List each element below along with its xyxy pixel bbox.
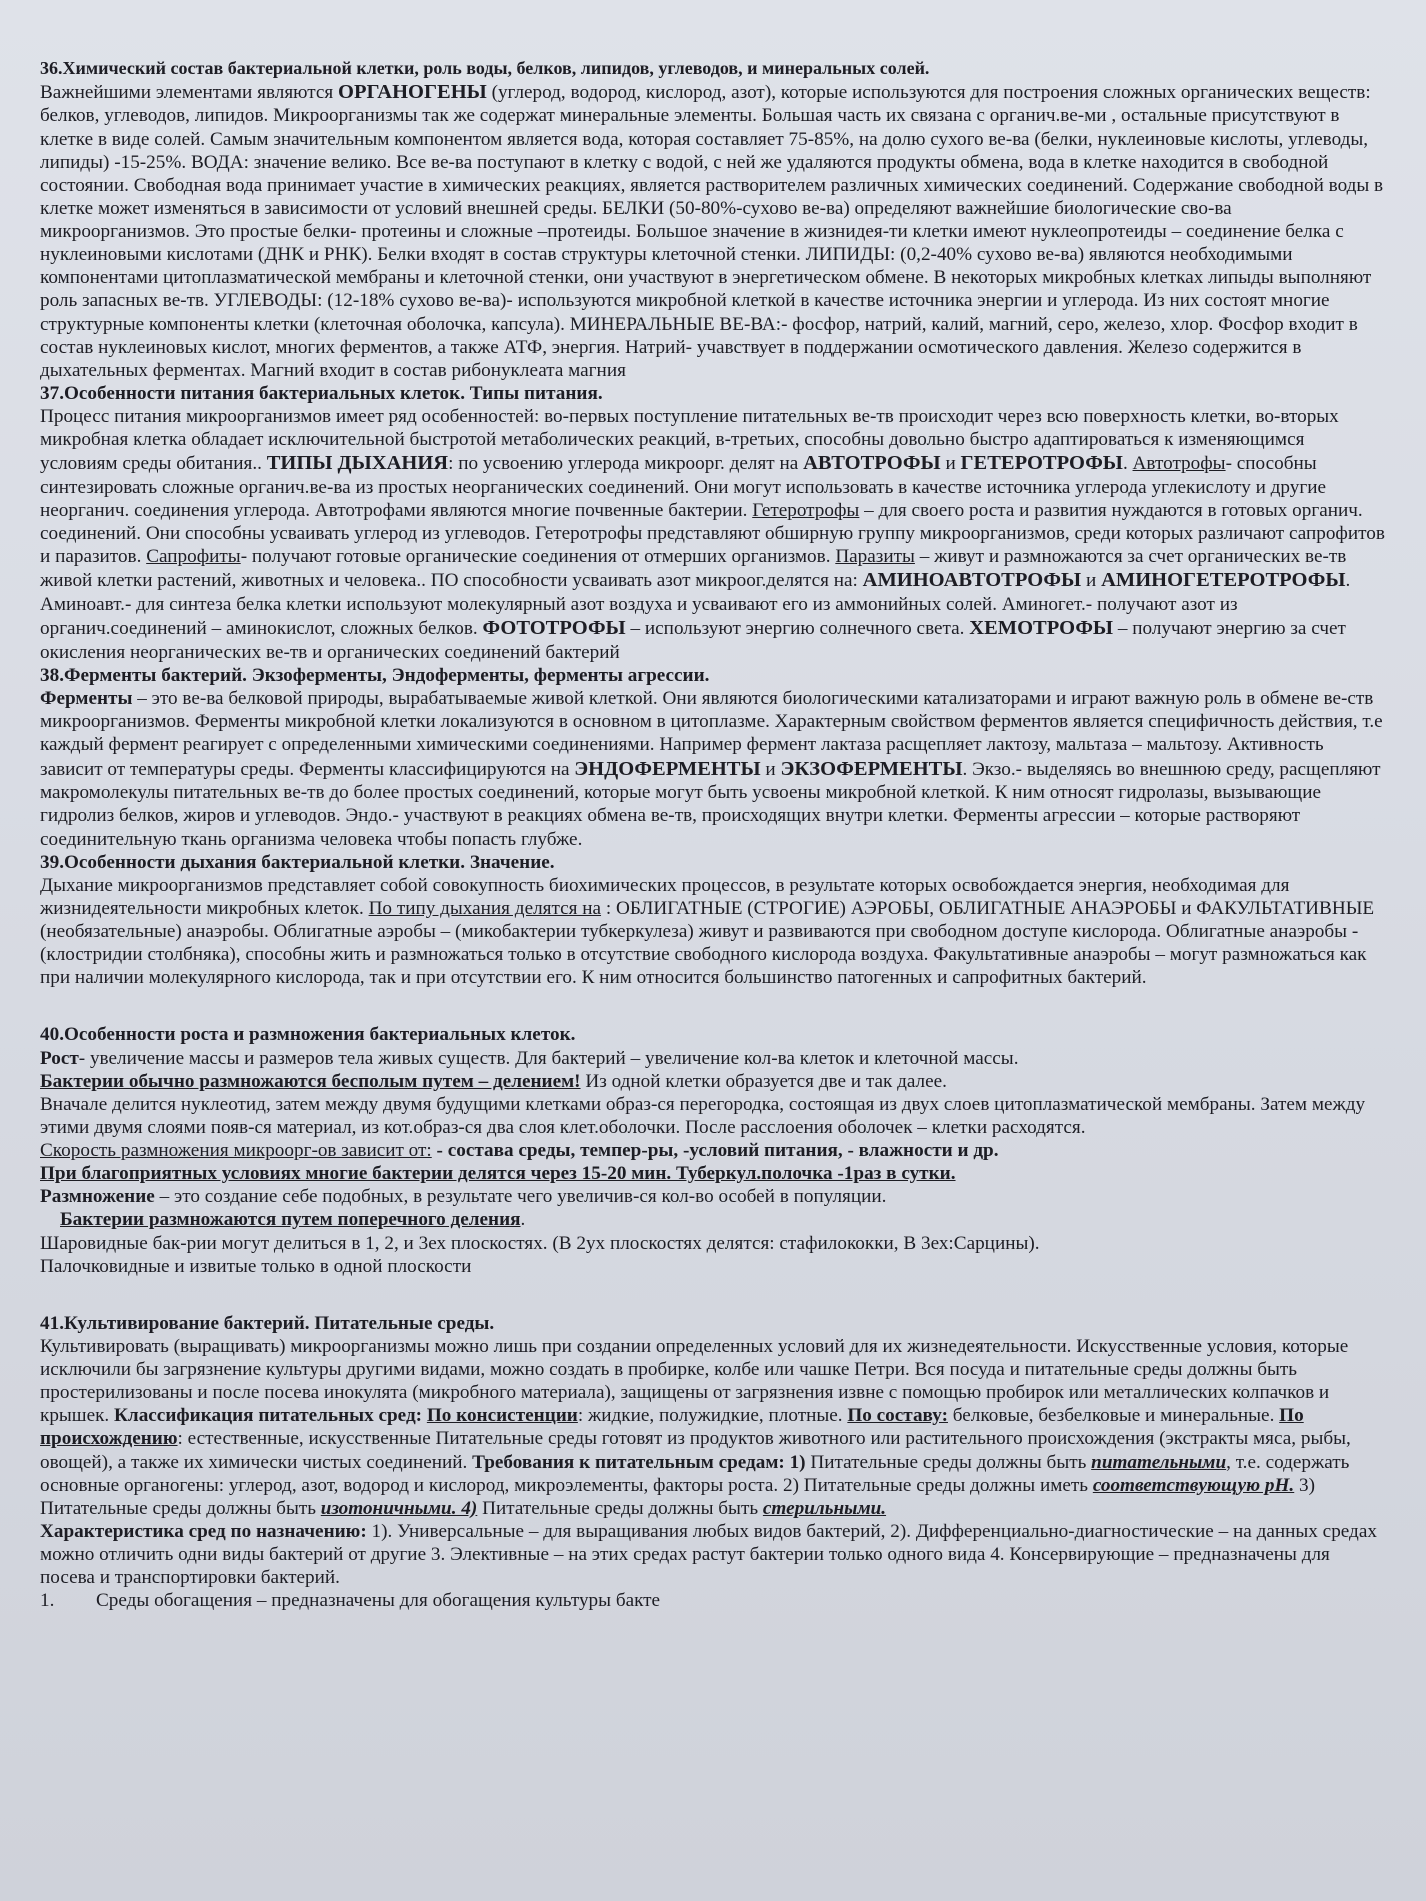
paragraph: Бактерии обычно размножаются бесполым путем – делением! Из одной клетки образуется две и так далее. bbox=[40, 1070, 947, 1092]
section-title: 36.Химический состав бактериальной клетки, роль воды, белков, липидов, углеводов, и минеральных солей. bbox=[40, 58, 930, 78]
paragraph: Рост- увеличение массы и размеров тела живых существ. Для бактерий – увеличение кол-ва клеток и клеточной массы. bbox=[40, 1047, 1019, 1069]
section-37 bbox=[40, 382, 1386, 664]
section-38 bbox=[40, 664, 1386, 851]
paragraph: Палочковидные и извитые только в одной плоскости bbox=[40, 1255, 472, 1277]
paragraph: Размножение – это создание себе подобных, в результате чего увеличив-ся кол-во особей в популяции. bbox=[40, 1186, 887, 1208]
paragraph: Скорость размножения микроорг-ов зависит от: - состава среды, темпер-ры, -условий питания, - влажности и др. bbox=[40, 1140, 999, 1161]
section-body: Важнейшими элементами являются ОРГАНОГЕНЫ (углерод, водород, кислород, азот), которые используются для построения сложных органических веществ: белков, углеводов, липидов. Микроорганизмы так же содержат минеральные элементы. Большая часть их связана с органич.ве-ми , остальные присутствуют в клетке в виде солей. Самым значительным компонентом является вода, которая составляет 75-85%, на долю сухого ве-ва (белки, нуклеиновые кислоты, углеводы, липиды) -15-25%. ВОДА: значение велико. Все ве-ва поступают в клетку с водой, с ней же удаляются продукты обмена, вода в клетке находится в свободной состоянии. Свободная вода принимает участие в химических реакциях, является растворителем различных химических соединений. Содержание свободной воды в клетке может изменяться в зависимости от условий внешней среды. БЕЛКИ (50-80%-сухово ве-ва) определяют важнейшие биологические сво-ва микроорганизмов. Это простые белки- протеины и сложные –протеиды. Большое значение в жизнидея-ти клетки имеют нуклеопротеиды – соединение белка с нуклеиновыми кислотами (ДНК и РНК). Белки входят в состав структуры клеточной стенки. ЛИПИДЫ: (0,2-40% сухово ве-ва) являются необходимыми компонентами цитоплазматической мембраны и клеточной стенки, они участвуют в энергетическом обмене. В некоторых микробных клетках липыды выполняют роль запасных ве-тв. УГЛЕВОДЫ: (12-18% сухово ве-ва)- используются микробной клеткой в качестве источника энергии и углерода. Из них состоят многие структурные компоненты клетки (клеточная оболочка, капсула). МИНЕРАЛЬНЫЕ ВЕ-ВА:- фосфор, натрий, калий, магний, серо, железо, хлор. Фосфор входит в состав нуклеиновых кислот, многих ферментов, а также АТФ, энергия. Натрий- учавствует в поддержании осмотического давления. Железо содержится в дыхательных ферментах. Магний входит в состав рибонуклеата магния bbox=[40, 80, 1384, 381]
paragraph: Бактерии размножаются путем поперечного деления. bbox=[60, 1209, 526, 1231]
section-40 bbox=[40, 1023, 1386, 1277]
section-title: 41.Культивирование бактерий. Питательные среды. bbox=[40, 1312, 495, 1334]
paragraph: При благоприятных условиях многие бактерии делятся через 15-20 мин. Туберкул.полочка -1раз в сутки. bbox=[40, 1163, 956, 1185]
section-title: 37.Особенности питания бактериальных клеток. Типы питания. bbox=[40, 382, 603, 404]
section-title: 39.Особенности дыхания бактериальной клетки. Значение. bbox=[40, 851, 555, 873]
section-body: Дыхание микроорганизмов представляет собой совокупность биохимических процессов, в результате которых освобождается энергия, необходимая для жизнидеятельности микробных клеток. По типу дыхания делятся на : ОБЛИГАТНЫЕ (СТРОГИЕ) АЭРОБЫ, ОБЛИГАТНЫЕ АНАЭРОБЫ и ФАКУЛЬТАТИВНЫЕ (необязательные) анаэробы. Облигатные аэробы – (микобактерии тубкеркулеза) живут и развиваются при свободном доступе кислорода. Облигатные анаэробы - (клостридии столбняка), способны жить и размножаться только в отсутствие свободного кислорода воздуха. Факультативные анаэробы – могут размножаться как при наличии молекулярного кислорода, так и при отсутствии его. К ним относится большинство патогенных и сапрофитных бактерий. bbox=[40, 874, 1375, 989]
paragraph: Вначале делится нуклеотид, затем между двумя будущими клетками образ-ся перегородка, состоящая из двух слоев цитоплазматической мембраны. Затем между этими двумя слоями появ-ся материал, из кот.образ-ся два слоя клет.оболочки. После расслоения оболочек – клетки расходятся. bbox=[40, 1093, 1366, 1138]
paragraph: Шаровидные бак-рии могут делиться в 1, 2, и 3ех плоскостях. (В 2ух плоскостях делятся: стафилококки, В 3ех:Сарцины). bbox=[40, 1232, 1040, 1254]
section-41 bbox=[40, 1312, 1386, 1613]
paragraph: Характеристика сред по назначению: 1). Универсальные – для выращивания любых видов бактерий, 2). Дифференциально-диагностические – на данных средах можно отличить одни виды бактерий от другие 3. Элективные – на этих средах растут бактерии только одного вида 4. Консервирующие – предназначены для посева и транспортировки бактерий. bbox=[40, 1520, 1377, 1589]
list-item: 1. Среды обогащения – предназначены для обогащения культуры бакте bbox=[40, 1590, 661, 1612]
section-body: Культивировать (выращивать) микроорганизмы можно лишь при создании определенных условий для их жизнедеятельности. Искусственные условия, которые исключили бы загрязнение культуры другими видами, можно создать в пробирке, колбе или чашке Петри. Вся посуда и питательные среды должны быть простерилизованы и после посева инокулята (микробного материала), защищены от загрязнения извне с помощью пробирок или металлических колпачков и крышек. Классификация питательных сред: По консистенции: жидкие, полужидкие, плотные. По составу: белковые, безбелковые и минеральные. По происхождению: естественные, искусственные Питательные среды готовят из продуктов животного или растительного происхождения (экстракты мяса, рыбы, овощей), а также их химически чистых соединений. Требования к питательным средам: 1) Питательные среды должны быть питательными, т.е. содержать основные органогены: углерод, азот, водород и кислород, микроэлементы, факторы роста. 2) Питательные среды должны иметь соответствующую pH. 3) Питательные среды должны быть изотоничными. 4) Питательные среды должны быть стерильными. bbox=[40, 1335, 1351, 1519]
section-39 bbox=[40, 851, 1386, 990]
section-title: 40.Особенности роста и размножения бактериальных клеток. bbox=[40, 1024, 576, 1046]
section-title: 38.Ферменты бактерий. Экзоферменты, Эндоферменты, ферменты агрессии. bbox=[40, 665, 710, 687]
section-36 bbox=[40, 58, 1386, 382]
section-body: Процесс питания микроорганизмов имеет ряд особенностей: во-первых поступление питательных ве-тв происходит через всю поверхность клетки, во-вторых микробная клетка обладает исключительной быстротой метаболических реакций, в-третьих, способны довольно быстро адаптироваться к изменяющимся условиям среды обитания.. ТИПЫ ДЫХАНИЯ: по усвоению углерода микроорг. делят на АВТОТРОФЫ и ГЕТЕРОТРОФЫ. Автотрофы- способны синтезировать сложные органич.ве-ва из простых неорганических соединений. Они могут использовать в качестве источника углерода углекислоту и другие неорганич. соединения углерода. Автотрофами являются многие почвенные бактерии. Гетеротрофы – для своего роста и развития нуждаются в готовых органич. соединений. Они способны усваивать углерод из углеводов. Гетеротрофы представляют обширную группу микроорганизмов, среди которых различают сапрофитов и паразитов. Сапрофиты- получают готовые органические соединения от отмерших организмов. Паразиты – живут и размножаются за счет органических ве-тв живой клетки растений, животных и человека.. ПО способности усваивать азот микроог.делятся на: АМИНОАВТОТРОФЫ и АМИНОГЕТЕРОТРОФЫ. Аминоавт.- для синтеза белка клетки используют молекулярный азот воздуха и усваивают его из аммонийных солей. Аминогет.- получают азот из органич.соединений – аминокислот, сложных белков. ФОТОТРОФЫ – используют энергию солнечного света. ХЕМОТРОФЫ – получают энергию за счет окисления неорганических ве-тв и органических соединений бактерий bbox=[40, 406, 1385, 663]
section-body: Ферменты – это ве-ва белковой природы, вырабатываемые живой клеткой. Они являются биологическими катализаторами и играют важную роль в обмене ве-ств микроорганизмов. Ферменты микробной клетки локализуются в основном в цитоплазме. Характерным свойством ферментов является специфичность действия, т.е каждый фермент реагирует с определенными химическими соединениями. Например фермент лактаза расщепляет лактозу, мальтаза – мальтозу. Активность зависит от температуры среды. Ферменты классифицируются на ЭНДОФЕРМЕНТЫ и ЭКЗОФЕРМЕНТЫ. Экзо.- выделяясь во внешнюю среду, расщепляют макромолекулы питательных ве-тв до более простых соединений, которые могут быть усвоены микробной клеткой. К ним относят гидролазы, вызывающие гидролиз белков, жиров и углеводов. Эндо.- участвуют в реакциях обмена ве-тв, происходящих внутри клетки. Ферменты агрессии – которые растворяют соединительную ткань организма человека чтобы попасть глубже. bbox=[40, 688, 1383, 850]
